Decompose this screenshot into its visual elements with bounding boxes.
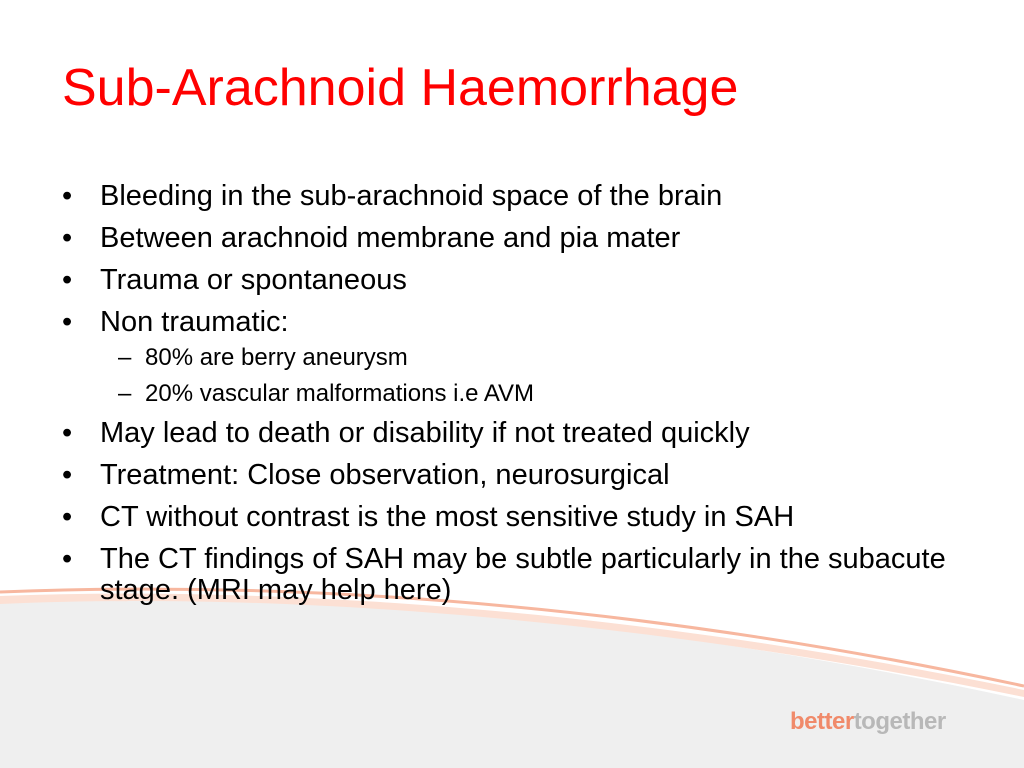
- bullet-item: • Between arachnoid membrane and pia mater: [62, 223, 982, 254]
- logo-part-better: better: [790, 708, 854, 735]
- bullet-item: • Trauma or spontaneous: [62, 265, 982, 296]
- logo-part-together: together: [853, 708, 946, 735]
- bullet-list: [62, 181, 982, 617]
- bullet-item: • May lead to death or disability if not treated quickly: [62, 418, 982, 449]
- bullet-item: • The CT findings of SAH may be subtle particularly in the subacute stage. (MRI may help here): [62, 544, 982, 606]
- sub-bullet-item: – 20% vascular malformations i.e AVM: [100, 381, 982, 407]
- sub-bullet-list: [100, 345, 982, 407]
- bullet-text: Non traumatic:: [100, 306, 289, 338]
- bullet-item: [62, 307, 982, 407]
- sub-bullet-item: – 80% are berry aneurysm: [100, 345, 982, 371]
- swoosh-grey-band: [0, 597, 1024, 768]
- slide-title: Sub-Arachnoid Haemorrhage: [62, 59, 739, 117]
- bullet-item: • Bleeding in the sub-arachnoid space of the brain: [62, 181, 982, 212]
- bullet-item: • Treatment: Close observation, neurosurgical: [62, 460, 982, 491]
- bullet-item: • CT without contrast is the most sensitive study in SAH: [62, 502, 982, 533]
- bettertogether-logo: [790, 708, 946, 736]
